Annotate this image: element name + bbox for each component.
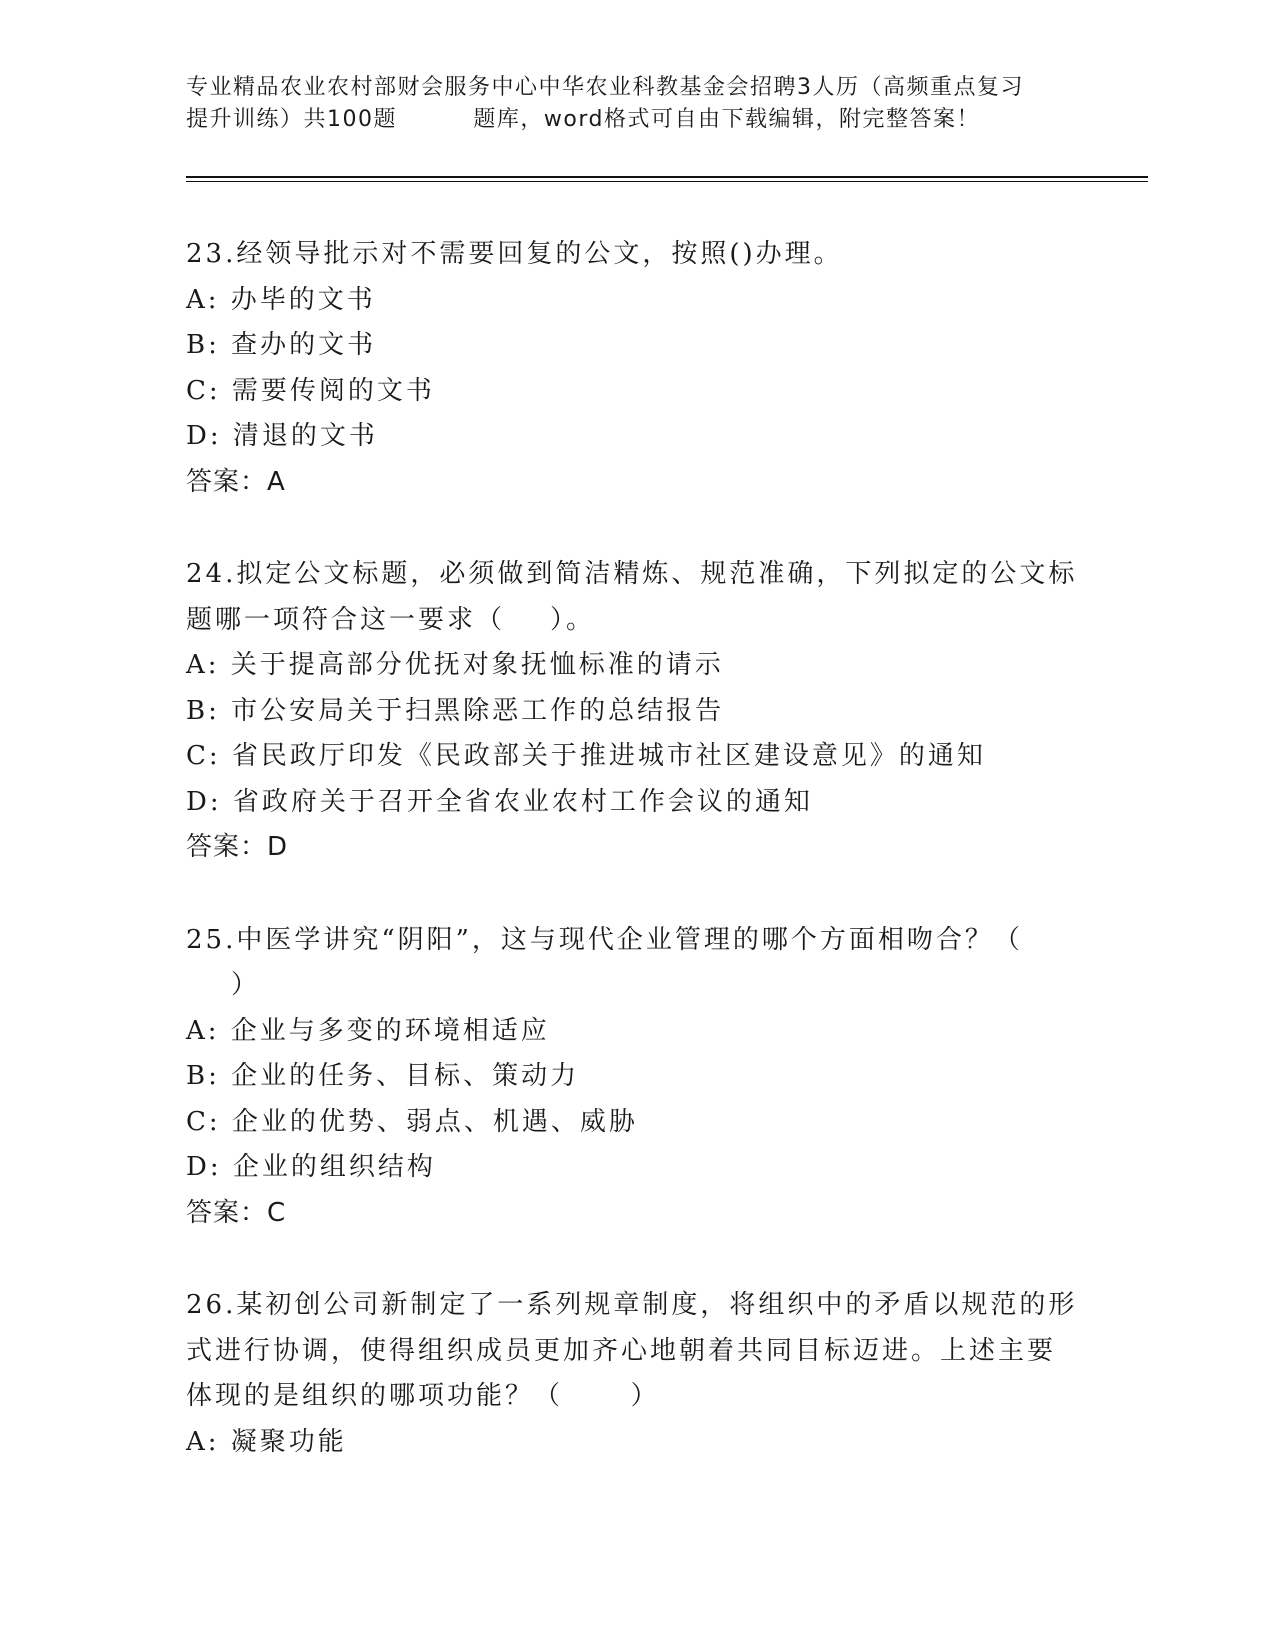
answer: 答案：A xyxy=(186,466,286,497)
option-b: B: 企业的任务、目标、策动力 xyxy=(186,1061,580,1091)
question-23 xyxy=(186,232,1086,505)
answer: 答案：C xyxy=(186,1197,287,1228)
question-stem: 23.经领导批示对不需要回复的公文，按照()办理。 xyxy=(186,239,843,269)
answer: 答案：D xyxy=(186,832,289,862)
option-c: C: 需要传阅的文书 xyxy=(186,375,435,406)
option-d: D: 企业的组织结构 xyxy=(186,1152,436,1182)
option-a: A: 凝聚功能 xyxy=(186,1426,347,1457)
question-26 xyxy=(186,1283,1086,1465)
header-divider-thin xyxy=(186,181,1148,182)
question-stem: 24.拟定公文标题，必须做到简洁精炼、规范准确，下列拟定的公文标 xyxy=(186,559,1078,589)
question-stem: 26.某初创公司新制定了一系列规章制度，将组织中的矛盾以规范的形 xyxy=(186,1290,1078,1320)
option-d: D: 清退的文书 xyxy=(186,421,378,451)
question-25 xyxy=(186,918,1086,1237)
question-list xyxy=(186,232,1086,1512)
question-24 xyxy=(186,552,1086,871)
option-d: D: 省政府关于召开全省农业农村工作会议的通知 xyxy=(186,786,813,817)
question-stem-continued: 式进行协调，使得组织成员更加齐心地朝着共同目标迈进。上述主要 xyxy=(186,1335,1057,1366)
option-c: C: 企业的优势、弱点、机遇、威胁 xyxy=(186,1106,638,1137)
option-c: C: 省民政厅印发《民政部关于推进城市社区建设意见》的通知 xyxy=(186,741,986,771)
option-a: A: 关于提高部分优抚对象抚恤标准的请示 xyxy=(186,650,724,680)
option-a: A: 企业与多变的环境相适应 xyxy=(186,1015,550,1046)
question-stem-continued: 体现的是组织的哪项功能？（ ） xyxy=(186,1381,660,1411)
question-stem-continued: ） xyxy=(186,970,261,1000)
question-stem: 25.中医学讲究“阴阳”，这与现代企业管理的哪个方面相吻合？（ xyxy=(186,924,1023,955)
header-line-1: 专业精品农业农村部财会服务中心中华农业科教基金会招聘3人历（高频重点复习 xyxy=(186,75,1024,100)
option-b: B: 查办的文书 xyxy=(186,330,377,360)
option-a: A: 办毕的文书 xyxy=(186,284,376,315)
header-divider-thick xyxy=(186,176,1148,178)
option-b: B: 市公安局关于扫黑除恶工作的总结报告 xyxy=(186,695,725,726)
question-stem-continued: 题哪一项符合这一要求（ ）。 xyxy=(186,604,596,635)
document-header xyxy=(186,72,1086,136)
header-line-2: 提升训练）共100题 题库，word格式可自由下载编辑，附完整答案！ xyxy=(186,107,981,132)
